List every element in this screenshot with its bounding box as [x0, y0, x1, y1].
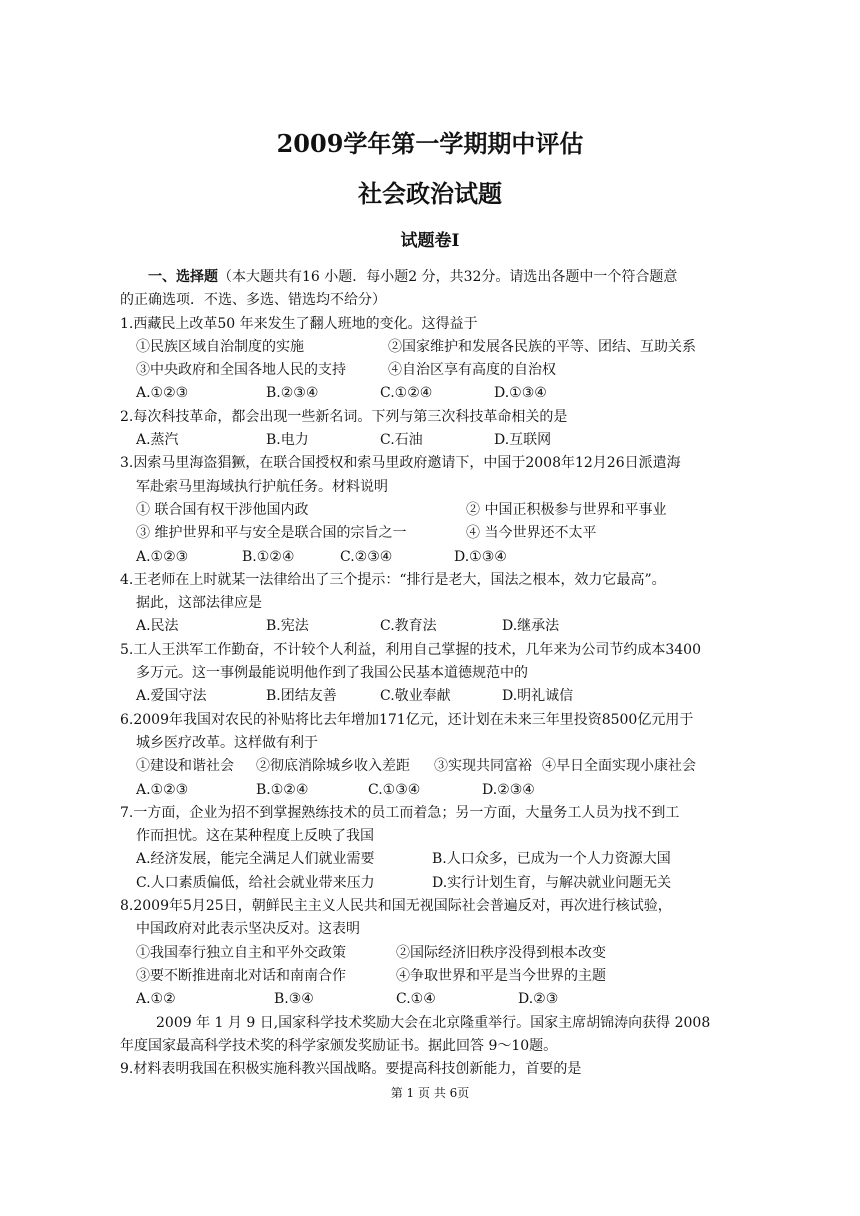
statement: ④ 当今世界还不太平 [466, 525, 597, 542]
exam-subject: 社会政治试题 [358, 179, 502, 208]
option-d[interactable]: D.继承法 [502, 618, 560, 635]
statement: ①我国奉行独立自主和平外交政策 [136, 944, 346, 961]
option-a[interactable]: A.①②③ [136, 781, 189, 798]
question-5-stem-cont: 多万元。这一事例最能说明他作到了我国公民基本道德规范中的 [136, 665, 528, 682]
question-6-statements-row [120, 755, 740, 778]
question-6-stem-cont: 城乡医疗改革。这样做有利于 [136, 734, 318, 751]
question-2-stem: 2.每次科技革命，都会出现一些新名词。下列与第三次科技革命相关的是 [120, 408, 568, 425]
option-b[interactable]: B.①②④ [242, 548, 295, 565]
page-footer: 第 1 页 共 6页 [390, 1086, 470, 1100]
question-8-stem: 8.2009年5月25日，朝鲜民主主义人民共和国无视国际社会普遍反对，再次进行核试验， [120, 898, 672, 915]
option-a[interactable]: A.①②③ [136, 385, 189, 402]
option-c[interactable]: C.①④ [396, 991, 436, 1008]
question-7-options-row [120, 848, 740, 871]
statement: ②彻底消除城乡收入差距 [256, 758, 410, 775]
question-1-statements-row [120, 336, 740, 359]
question-1-stem: 1.西藏民上改革50 年来发生了翻人班地的变化。这得益于 [120, 315, 478, 332]
option-d[interactable]: D.明礼诚信 [502, 688, 574, 705]
statement: ③实现共同富裕 [434, 758, 532, 775]
option-d[interactable]: D.互联网 [494, 432, 552, 449]
material-line-1: 2009 年 1 月 9 日,国家科学技术奖励大会在北京隆重举行。国家主席胡锦涛向获得 2008 [156, 1014, 711, 1031]
section-lead: 一、选择题 [148, 269, 218, 285]
option-b[interactable]: B.②③④ [266, 385, 319, 402]
option-c[interactable]: C.教育法 [380, 618, 437, 635]
statement: ④早日全面实现小康社会 [542, 758, 696, 775]
question-6-options [120, 779, 740, 802]
option-a[interactable]: A.蒸汽 [136, 432, 179, 449]
option-c[interactable]: C.①②④ [380, 385, 433, 402]
statement: ③要不断推进南北对话和南南合作 [136, 967, 346, 984]
question-3-stem-cont: 军赴索马里海域执行护航任务。材料说明 [136, 478, 388, 495]
question-1-options [120, 382, 740, 405]
statement: ①民族区域自治制度的实施 [136, 338, 304, 355]
question-1-statements-row [120, 359, 740, 382]
option-a[interactable]: A.①②③ [136, 548, 189, 565]
question-8-statements-row [120, 942, 740, 965]
statement: ① 联合国有权干涉他国内政 [136, 501, 309, 518]
question-7-stem-cont: 作而担忧。这在某种程度上反映了我国 [136, 828, 374, 845]
question-6-stem: 6.2009年我国对农民的补贴将比去年增加171亿元，还计划在未来三年里投资8500亿元用于 [120, 711, 694, 728]
option-d[interactable]: D.①③④ [494, 385, 547, 402]
question-3-options [120, 546, 740, 569]
statement: ①建设和谐社会 [136, 758, 234, 775]
question-3-statements-row [120, 522, 740, 545]
option-c[interactable]: C.人口素质偏低，给社会就业带来压力 [136, 874, 375, 891]
question-3-stem: 3.因索马里海盗猖獗，在联合国授权和索马里政府邀请下，中国于2008年12月26日派遣海 [120, 455, 681, 472]
instructions-line-1: 一、选择题（本大题共有16 小题．每小题2 分，共32分。请选出各题中一个符合题意 [148, 269, 678, 285]
question-9-stem: 9.材料表明我国在积极实施科教兴国战略。要提高科技创新能力，首要的是 [120, 1061, 582, 1078]
question-4-stem-cont: 据此，这部法律应是 [136, 595, 262, 612]
option-a[interactable]: A.①② [136, 991, 176, 1008]
material-line-2: 年度国家最高科学技术奖的科学家颁发奖励证书。据此回答 9～10题。 [120, 1037, 558, 1054]
question-8-stem-cont: 中国政府对此表示坚决反对。这表明 [136, 921, 360, 938]
option-b[interactable]: B.电力 [266, 432, 309, 449]
statement: ③中央政府和全国各地人民的支持 [136, 362, 346, 379]
option-d[interactable]: D.①③④ [454, 548, 507, 565]
question-7-stem: 7.一方面，企业为招不到掌握熟练技术的员工而着急；另一方面，大量务工人员为找不到工 [120, 804, 680, 821]
question-body [120, 266, 740, 1081]
statement: ③ 维护世界和平与安全是联合国的宗旨之一 [136, 525, 407, 542]
statement: ②国际经济旧秩序没得到根本改变 [396, 944, 606, 961]
question-5-stem: 5.工人王洪军工作勤奋，不计较个人利益，利用自己掌握的技术，几年来为公司节约成本3400 [120, 641, 701, 658]
question-4-stem: 4.王老师在上时就某一法律给出了三个提示：“排行是老大，国法之根本，效力它最高”。 [120, 571, 666, 588]
question-5-options [120, 685, 740, 708]
question-3-statements-row [120, 499, 740, 522]
option-d[interactable]: D.实行计划生育，与解决就业问题无关 [432, 874, 672, 891]
option-c[interactable]: C.②③④ [340, 548, 393, 565]
option-c[interactable]: C.①③④ [368, 781, 421, 798]
question-4-options [120, 615, 740, 638]
option-a[interactable]: A.民法 [136, 618, 179, 635]
option-b[interactable]: B.团结友善 [266, 688, 337, 705]
question-7-options-row [120, 872, 740, 895]
statement: ②国家维护和发展各民族的平等、团结、互助关系 [388, 338, 696, 355]
option-a[interactable]: A.经济发展，能完全满足人们就业需要 [136, 851, 375, 868]
option-b[interactable]: B.①②④ [256, 781, 309, 798]
option-b[interactable]: B.人口众多，已成为一个人力资源大国 [432, 851, 671, 868]
statement: ④自治区享有高度的自治权 [388, 362, 556, 379]
exam-title: 2009学年第一学期期中评估 [276, 129, 584, 158]
statement: ④争取世界和平是当今世界的主题 [396, 967, 606, 984]
question-2-options [120, 429, 740, 452]
option-c[interactable]: C.敬业奉献 [380, 688, 451, 705]
option-b[interactable]: B.③④ [274, 991, 314, 1008]
question-8-options [120, 988, 740, 1011]
option-d[interactable]: D.②③ [518, 991, 559, 1008]
option-b[interactable]: B.宪法 [266, 618, 309, 635]
statement: ② 中国正积极参与世界和平事业 [466, 501, 667, 518]
section-heading: 试题卷Ⅰ [400, 231, 460, 251]
option-a[interactable]: A.爱国守法 [136, 688, 207, 705]
question-8-statements-row [120, 965, 740, 988]
instructions-line-2: 的正确选项．不选、多选、错选均不给分） [120, 292, 386, 309]
option-c[interactable]: C.石油 [380, 432, 423, 449]
option-d[interactable]: D.②③④ [482, 781, 535, 798]
